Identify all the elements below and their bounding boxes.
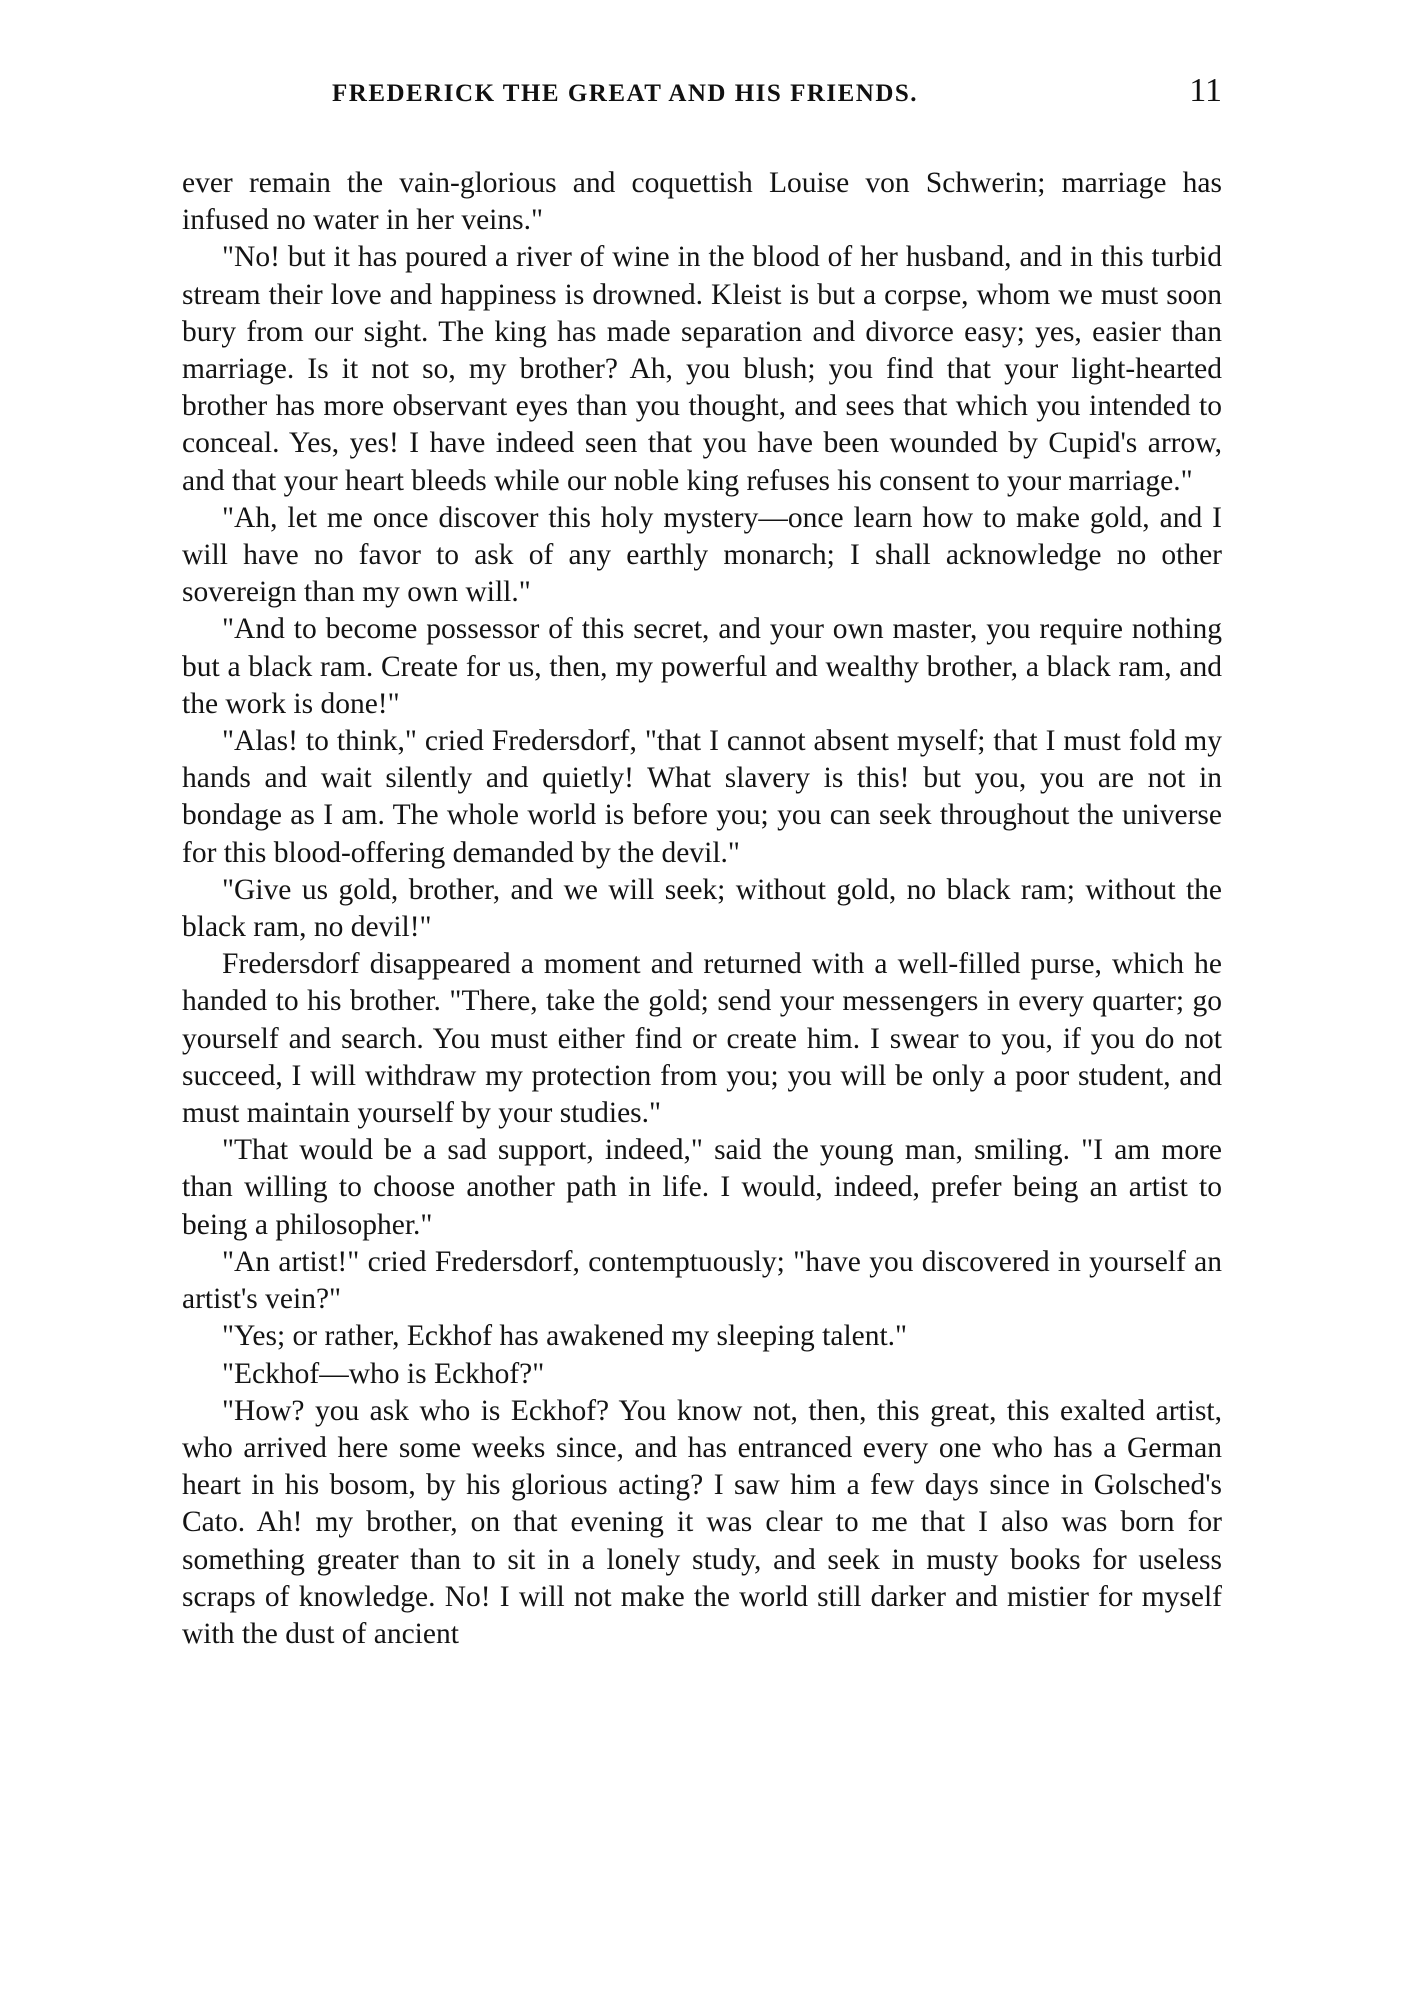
body-text [182,165,1222,1653]
paragraph-3: "Ah, let me once discover this holy mystery—once learn how to make gold, and I will have no favor to ask of any earthly monarch; I shall acknowledge no other sovereign than my own will." [182,501,1222,609]
page-number: 11 [1189,72,1222,109]
page-header [182,72,1222,122]
paragraph-4: "And to become possessor of this secret, and your own master, you require nothing but a black ram. Create for us, then, my powerful and wealthy brother, a black ram, and the work is done!" [182,613,1222,720]
paragraph-1: ever remain the vain-glorious and coquettish Louise von Schwerin; marriage has infused no water in her veins." [182,167,1222,237]
paragraph-8: "That would be a sad support, indeed," said the young man, smiling. "I am more than willing to choose another path in life. I would, indeed, prefer being an artist to being a philosopher." [182,1134,1222,1241]
paragraph-7: Fredersdorf disappeared a moment and returned with a well-filled purse, which he handed to his brother. "There, take the gold; send your messengers in every quarter; go yourself and search. You must either find or create him. I swear to you, if you do not succeed, I will withdraw my protection from you; you will be only a poor student, and must maintain yourself by your studies." [182,948,1222,1130]
paragraph-10: "Yes; or rather, Eckhof has awakened my sleeping talent." [222,1320,908,1353]
paragraph-12: "How? you ask who is Eckhof? You know not, then, this great, this exalted artist, who arrived here some weeks since, and has entranced every one who has a German heart in his bosom, by his glorious acting? I saw him a few days since in Golsched's Cato. Ah! my brother, on that evening it was clear to me that I also was born for something greater than to sit in a lonely study, and seek in musty books for useless scraps of knowledge. No! I will not make the world still darker and mistier for myself with the dust of ancient [182,1394,1222,1650]
paragraph-2: "No! but it has poured a river of wine in the blood of her husband, and in this turbid stream their love and happiness is drowned. Kleist is but a corpse, whom we must soon bury from our sight. The king has made separation and divorce easy; yes, easier than marriage. Is it not so, my brother? Ah, you blush; you find that your light-hearted brother has more observant eyes than you thought, and sees that which you intended to conceal. Yes, yes! I have indeed seen that you have been wounded by Cupid's arrow, and that your heart bleeds while our noble king refuses his consent to your marriage." [182,241,1222,497]
paragraph-5: "Alas! to think," cried Fredersdorf, "that I cannot absent myself; that I must fold my hands and wait silently and quietly! What slavery is this! but you, you are not in bondage as I am. The whole world is before you; you can seek throughout the universe for this blood-offering demanded by the devil." [182,725,1222,869]
paragraph-6: "Give us gold, brother, and we will seek; without gold, no black ram; without the black ram, no devil!" [182,873,1222,944]
paragraph-9: "An artist!" cried Fredersdorf, contemptuously; "have you discovered in yourself an artist's vein?" [182,1245,1222,1316]
paragraph-11: "Eckhof—who is Eckhof?" [222,1357,545,1390]
running-title: FREDERICK THE GREAT AND HIS FRIENDS. [332,80,919,107]
